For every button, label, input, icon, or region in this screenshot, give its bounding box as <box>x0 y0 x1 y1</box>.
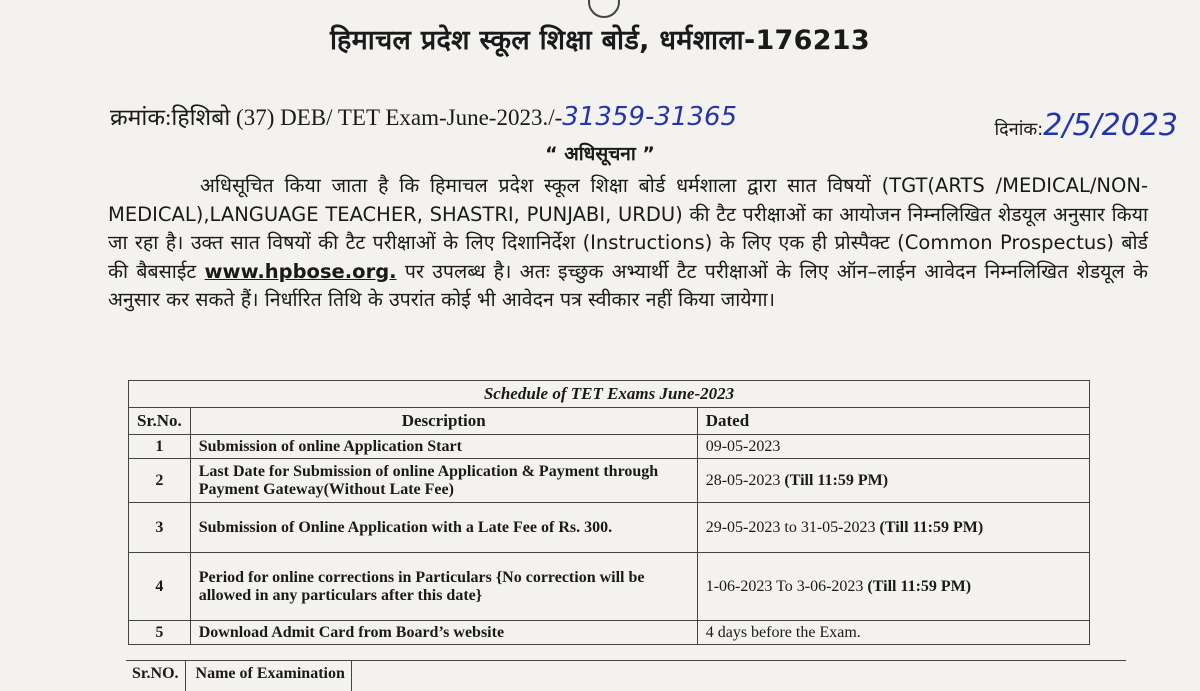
row-sr: 4 <box>129 553 191 621</box>
header-description: Description <box>190 408 697 435</box>
row-dated <box>697 621 1089 645</box>
date-label: दिनांक: <box>994 119 1044 140</box>
table-row <box>129 553 1090 621</box>
next-table-header <box>126 660 1126 691</box>
table-row <box>129 503 1090 553</box>
schedule-table <box>128 380 1090 645</box>
row-sr: 1 <box>129 435 191 459</box>
reference-number <box>110 100 737 132</box>
row-dated-value: 09-05-2023 <box>705 437 781 455</box>
header-sr: Sr.No. <box>129 408 191 435</box>
next-col-name: Name of Examination <box>190 661 352 691</box>
row-dated-value: 28-05-2023 <box>705 471 785 489</box>
page-title: हिमाचल प्रदेश स्कूल शिक्षा बोर्ड, धर्मशाला-176213 <box>330 25 870 56</box>
date-handwritten: 2/5/2023 <box>1043 108 1178 143</box>
table-row <box>129 621 1090 645</box>
row-dated <box>697 435 1089 459</box>
row-description: Submission of online Application Start <box>190 435 697 459</box>
next-col-sr: Sr.NO. <box>126 661 186 691</box>
board-emblem <box>588 0 620 18</box>
website-link[interactable]: www.hpbose.org. <box>204 259 397 283</box>
notification-title: “ अधिसूचना ” <box>545 143 655 165</box>
row-dated-value: 1-06-2023 To 3-06-2023 <box>705 577 868 595</box>
header-dated: Dated <box>697 408 1089 435</box>
reference-prefix: क्रमांक:हिशिबो <box>110 105 231 130</box>
notification-paragraph <box>108 172 1148 315</box>
row-dated <box>697 503 1089 553</box>
row-dated <box>697 459 1089 503</box>
row-sr: 3 <box>129 503 191 553</box>
paragraph-text-1: अधिसूचित किया जाता है कि हिमाचल प्रदेश स्कूल शिक्षा बोर्ड धर्मशाला द्वारा सात विषयों (TGT(ARTS /MEDICAL/NON-MEDICAL),LANGUAGE TEACHER, SHASTRI, PUNJABI, URDU) की टैट परीक्षाओं का आयोजन निम्नलिखित शेडयूल अनुसार किया जा रहा है। उक्त सात विषयों की टैट परीक्षाओं के लिए दिशानिर्देश (Instructions) के लिए एक ही प्रोस्पैक्ट (Common Prospectus) बोर्ड की बैबसाईट <box>108 174 1148 283</box>
row-sr: 2 <box>129 459 191 503</box>
reference-text: (37) DEB/ TET Exam-June-2023./- <box>236 105 563 130</box>
row-dated-note: (Till 11:59 PM) <box>784 471 889 489</box>
row-dated <box>697 553 1089 621</box>
table-caption-row <box>129 381 1090 408</box>
row-description: Download Admit Card from Board’s website <box>190 621 697 645</box>
row-description: Submission of Online Application with a Late Fee of Rs. 300. <box>190 503 697 553</box>
row-dated-note: (Till 11:59 PM) <box>867 577 972 595</box>
row-description: Period for online corrections in Particulars {No correction will be allowed in any particulars after this date} <box>190 553 697 621</box>
row-sr: 5 <box>129 621 191 645</box>
row-dated-note: (Till 11:59 PM) <box>879 518 984 536</box>
row-dated-value: 29-05-2023 to 31-05-2023 <box>705 518 880 536</box>
row-dated-value: 4 days before the Exam. <box>705 623 861 641</box>
paragraph-text-2: पर उपलब्ध है। अतः इच्छुक अभ्यार्थी टैट परीक्षाओं के लिए ऑन–लाईन आवेदन निम्नलिखित शेडयूल के अनुसार कर सकते हैं। निर्धारित तिथि के उपरांत कोई भी आवेदन पत्र स्वीकार नहीं किया जायेगा। <box>108 259 1148 311</box>
date-line <box>994 108 1178 143</box>
reference-handwritten: 31359-31365 <box>562 102 738 132</box>
table-row <box>129 435 1090 459</box>
table-header-row <box>129 408 1090 435</box>
table-caption: Schedule of TET Exams June-2023 <box>129 381 1090 408</box>
table-row <box>129 459 1090 503</box>
row-description: Last Date for Submission of online Application & Payment through Payment Gateway(Without Late Fee) <box>190 459 697 503</box>
